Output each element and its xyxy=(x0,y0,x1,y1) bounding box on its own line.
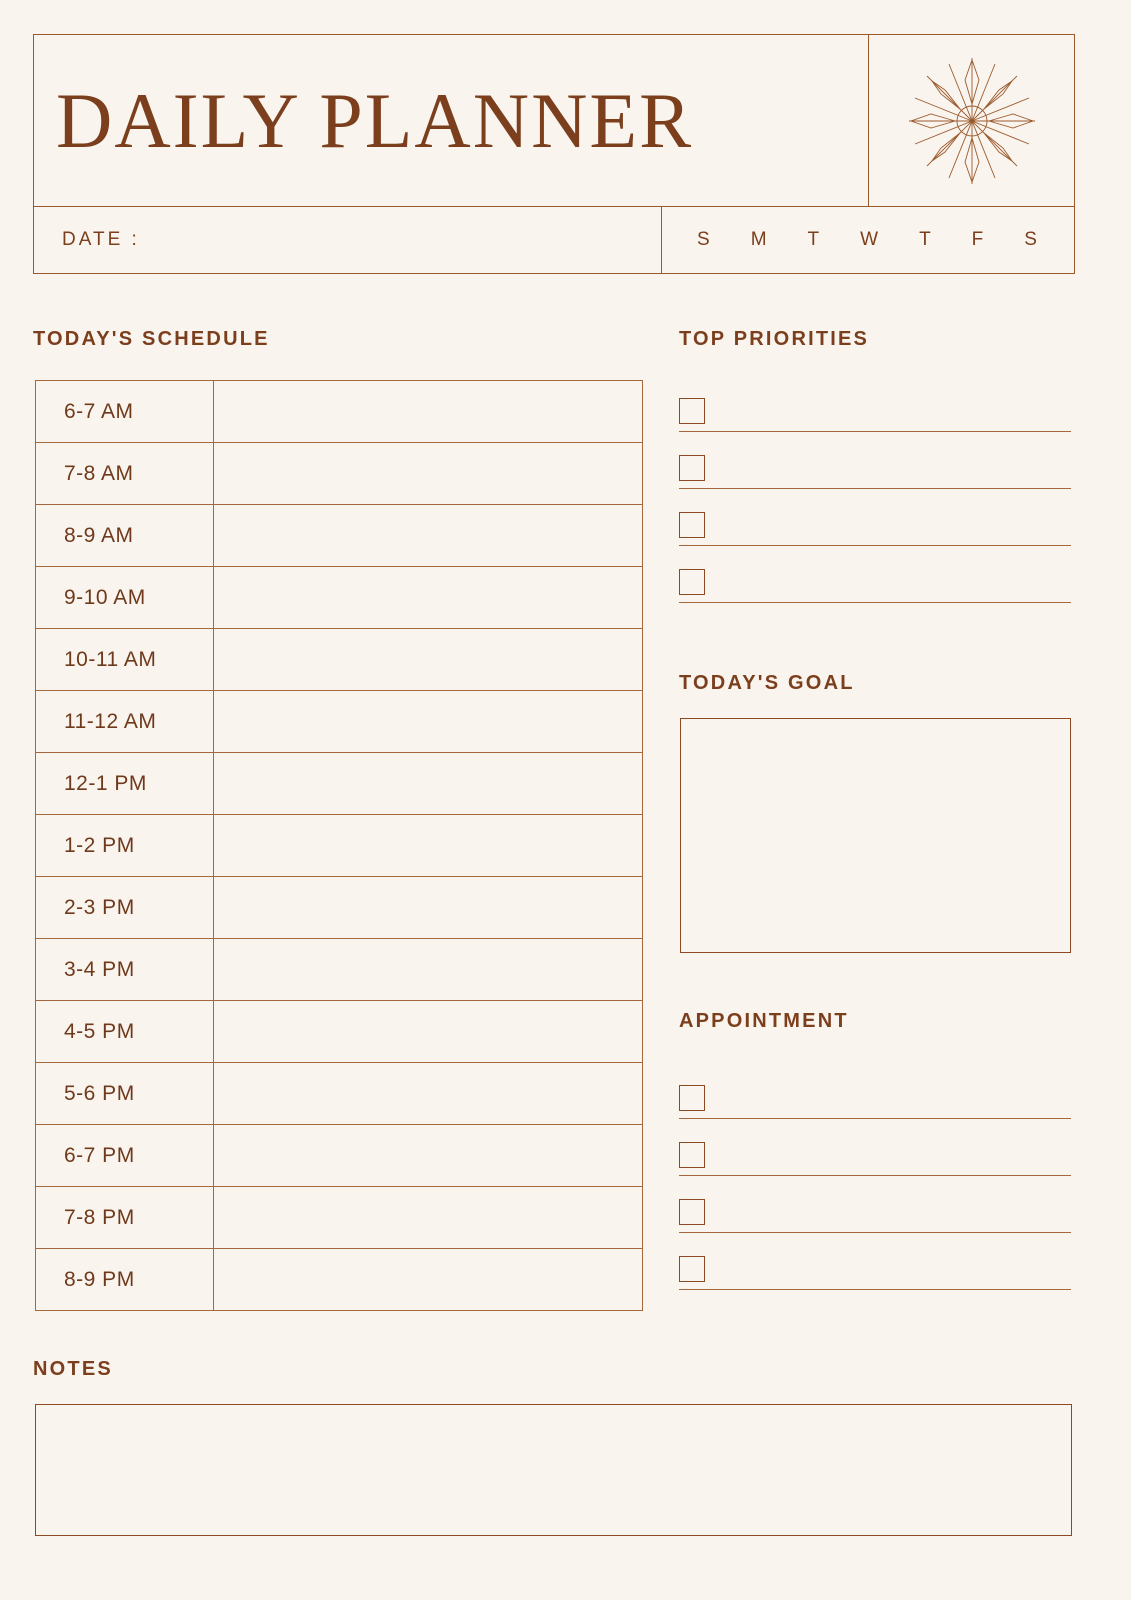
schedule-entry-field[interactable] xyxy=(213,1125,642,1187)
checkbox-icon[interactable] xyxy=(679,1085,705,1111)
page-title: DAILY PLANNER xyxy=(56,76,694,164)
goal-input-box[interactable] xyxy=(680,718,1071,953)
schedule-entry-field[interactable] xyxy=(213,1249,642,1311)
checkbox-icon[interactable] xyxy=(679,455,705,481)
schedule-table xyxy=(35,380,643,1311)
list-item[interactable] xyxy=(679,1062,1071,1119)
schedule-entry-field[interactable] xyxy=(213,505,642,567)
checkbox-icon[interactable] xyxy=(679,398,705,424)
weekday-sat[interactable]: S xyxy=(1024,229,1039,250)
priorities-list xyxy=(679,375,1071,603)
table-row xyxy=(36,877,643,939)
schedule-entry-field[interactable] xyxy=(213,753,642,815)
weekday-wed[interactable]: W xyxy=(860,229,881,250)
checkbox-icon[interactable] xyxy=(679,569,705,595)
header-top-row xyxy=(34,35,1074,206)
weekday-thu[interactable]: T xyxy=(919,229,933,250)
schedule-time-label: 6-7 PM xyxy=(36,1125,214,1187)
notes-input-box[interactable] xyxy=(35,1404,1072,1536)
table-row xyxy=(36,567,643,629)
goal-heading: TODAY'S GOAL xyxy=(679,672,855,694)
schedule-time-label: 8-9 PM xyxy=(36,1249,214,1311)
schedule-time-label: 3-4 PM xyxy=(36,939,214,1001)
table-row xyxy=(36,691,643,753)
checkbox-icon[interactable] xyxy=(679,1256,705,1282)
planner-header xyxy=(33,34,1075,274)
date-label: DATE : xyxy=(62,229,140,250)
list-item[interactable] xyxy=(679,489,1071,546)
table-row xyxy=(36,629,643,691)
schedule-time-label: 5-6 PM xyxy=(36,1063,214,1125)
table-row xyxy=(36,939,643,1001)
schedule-time-label: 12-1 PM xyxy=(36,753,214,815)
schedule-entry-field[interactable] xyxy=(213,815,642,877)
table-row xyxy=(36,1125,643,1187)
weekday-tue[interactable]: T xyxy=(807,229,822,250)
table-row xyxy=(36,505,643,567)
schedule-entry-field[interactable] xyxy=(213,1187,642,1249)
table-row xyxy=(36,1187,643,1249)
checkbox-icon[interactable] xyxy=(679,1199,705,1225)
schedule-heading: TODAY'S SCHEDULE xyxy=(33,328,270,350)
list-item[interactable] xyxy=(679,1176,1071,1233)
list-item[interactable] xyxy=(679,1233,1071,1290)
sun-burst-icon xyxy=(897,46,1047,196)
weekday-mon[interactable]: M xyxy=(750,229,769,250)
appointment-heading: APPOINTMENT xyxy=(679,1010,849,1032)
table-row xyxy=(36,443,643,505)
schedule-time-label: 4-5 PM xyxy=(36,1001,214,1063)
weekday-sun[interactable]: S xyxy=(697,229,712,250)
schedule-entry-field[interactable] xyxy=(213,629,642,691)
logo-cell xyxy=(869,35,1074,206)
schedule-entry-field[interactable] xyxy=(213,877,642,939)
schedule-entry-field[interactable] xyxy=(213,443,642,505)
schedule-entry-field[interactable] xyxy=(213,1063,642,1125)
appointment-list xyxy=(679,1062,1071,1290)
schedule-time-label: 8-9 AM xyxy=(36,505,214,567)
table-row xyxy=(36,753,643,815)
schedule-entry-field[interactable] xyxy=(213,567,642,629)
date-field[interactable] xyxy=(34,207,662,273)
list-item[interactable] xyxy=(679,546,1071,603)
schedule-time-label: 1-2 PM xyxy=(36,815,214,877)
schedule-time-label: 2-3 PM xyxy=(36,877,214,939)
schedule-time-label: 7-8 PM xyxy=(36,1187,214,1249)
table-row xyxy=(36,815,643,877)
checkbox-icon[interactable] xyxy=(679,1142,705,1168)
list-item[interactable] xyxy=(679,375,1071,432)
priorities-heading: TOP PRIORITIES xyxy=(679,328,870,350)
schedule-time-label: 6-7 AM xyxy=(36,381,214,443)
title-cell xyxy=(34,35,869,206)
table-row xyxy=(36,381,643,443)
schedule-entry-field[interactable] xyxy=(213,1001,642,1063)
table-row xyxy=(36,1001,643,1063)
weekday-fri[interactable]: F xyxy=(971,229,986,250)
schedule-time-label: 11-12 AM xyxy=(36,691,214,753)
checkbox-icon[interactable] xyxy=(679,512,705,538)
table-row xyxy=(36,1063,643,1125)
weekday-selector[interactable] xyxy=(662,207,1074,273)
header-bottom-row xyxy=(34,206,1074,273)
table-row xyxy=(36,1249,643,1311)
list-item[interactable] xyxy=(679,1119,1071,1176)
notes-heading: NOTES xyxy=(33,1358,113,1380)
schedule-entry-field[interactable] xyxy=(213,691,642,753)
schedule-time-label: 10-11 AM xyxy=(36,629,214,691)
schedule-time-label: 7-8 AM xyxy=(36,443,214,505)
schedule-entry-field[interactable] xyxy=(213,381,642,443)
schedule-time-label: 9-10 AM xyxy=(36,567,214,629)
list-item[interactable] xyxy=(679,432,1071,489)
schedule-entry-field[interactable] xyxy=(213,939,642,1001)
